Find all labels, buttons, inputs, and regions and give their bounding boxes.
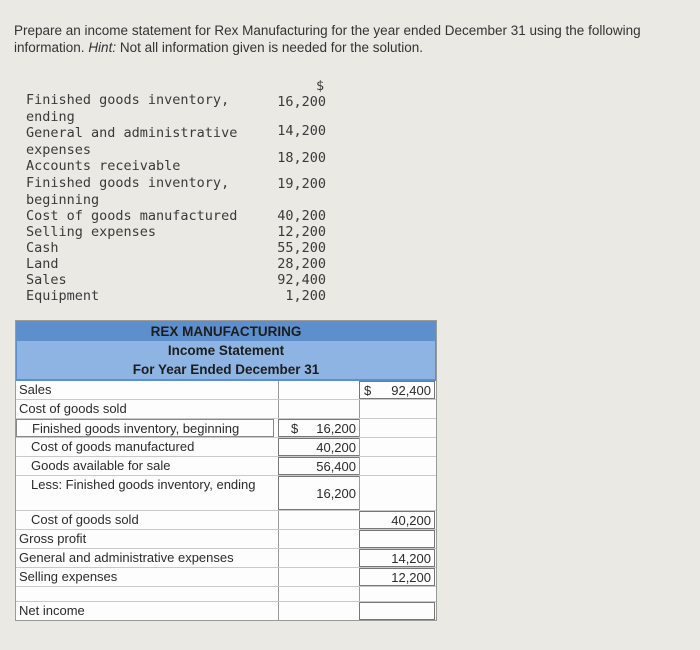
given-row (26, 272, 336, 288)
amount-cell-right[interactable] (359, 476, 435, 510)
amount-cell-mid[interactable] (278, 587, 360, 601)
company-name: REX MANUFACTURING (17, 322, 435, 341)
given-value: 12,200 (277, 224, 326, 240)
label-cell[interactable] (16, 587, 266, 601)
label-cell[interactable]: Goods available for sale (31, 458, 171, 473)
row-less-fg-ending (16, 476, 436, 511)
given-value: 92,400 (277, 272, 326, 288)
amount-cell-mid[interactable] (278, 530, 360, 548)
given-value: 40,200 (277, 208, 326, 224)
label-cell[interactable]: Cost of goods sold (31, 512, 139, 527)
given-information-table (26, 80, 336, 304)
row-cogs-header (16, 400, 436, 419)
amount-cell-mid[interactable] (278, 400, 360, 418)
given-currency: $ (316, 78, 325, 94)
amount-cell-mid[interactable] (278, 568, 360, 586)
amount-cell-mid[interactable] (278, 602, 360, 620)
given-value: 14,200 (277, 123, 326, 139)
label-cell[interactable]: Finished goods inventory, beginning (16, 419, 274, 437)
amount-cell-mid[interactable] (278, 438, 360, 456)
amount-cell-right[interactable] (359, 530, 435, 548)
sales-value: 92,400 (391, 383, 431, 398)
row-net-income (16, 602, 436, 620)
amount-cell-right[interactable] (359, 381, 435, 399)
label-cell[interactable]: Cost of goods manufactured (31, 439, 195, 454)
row-ga-expenses (16, 549, 436, 568)
label-cell[interactable]: Cost of goods sold (19, 401, 127, 416)
given-value: 55,200 (277, 240, 326, 256)
given-label: Accounts receivable (26, 158, 181, 174)
label-cell[interactable]: Net income (19, 603, 85, 618)
currency-sign: $ (291, 421, 299, 436)
given-value: 19,200 (277, 176, 326, 192)
less-fg-end-value: 16,200 (316, 486, 356, 501)
label-cell[interactable]: General and administrative expenses (19, 550, 234, 565)
amount-cell-mid[interactable] (278, 511, 360, 529)
currency-sign: $ (364, 383, 372, 398)
row-cogm (16, 438, 436, 457)
amount-cell-mid[interactable] (278, 457, 360, 475)
hint-text: Not all information given is needed for the solution. (119, 40, 424, 55)
given-value: 28,200 (277, 256, 326, 272)
given-value: 1,200 (285, 288, 326, 304)
amount-cell-right[interactable] (359, 400, 435, 418)
amount-cell-mid[interactable] (278, 419, 360, 437)
cogs-value: 40,200 (391, 513, 431, 528)
row-blank (16, 587, 436, 602)
given-label: Land (26, 256, 59, 272)
statement-title: Income Statement (17, 341, 435, 360)
given-label: Finished goods inventory, ending (26, 92, 230, 125)
statement-period: For Year Ended December 31 (17, 360, 435, 379)
ga-value: 14,200 (391, 551, 431, 566)
given-row (26, 224, 336, 240)
given-row (26, 208, 336, 224)
given-value: 16,200 (277, 94, 326, 110)
label-cell[interactable]: Gross profit (19, 531, 87, 546)
given-label: Cash (26, 240, 59, 256)
selling-value: 12,200 (391, 570, 431, 585)
given-row (26, 150, 336, 175)
row-cogs (16, 511, 436, 530)
row-fg-beginning (16, 419, 436, 438)
row-sales (16, 381, 436, 400)
problem-prompt (14, 22, 700, 56)
prompt-text: Prepare an income statement for Rex Manufacturing for the year ended December 31 using the following information. (14, 23, 641, 55)
given-row (26, 175, 336, 208)
amount-cell-mid[interactable] (278, 549, 360, 567)
given-label: Selling expenses (26, 224, 157, 240)
label-cell[interactable]: Less: Finished goods inventory, ending (31, 477, 256, 492)
given-label: Sales (26, 272, 67, 288)
amount-cell-right[interactable] (359, 419, 435, 437)
given-row (26, 256, 336, 272)
row-gross-profit (16, 530, 436, 549)
amount-cell-right[interactable] (359, 457, 435, 475)
available-value: 56,400 (316, 459, 356, 474)
given-label: Finished goods inventory, beginning (26, 175, 230, 208)
label-cell[interactable]: Sales (19, 382, 52, 397)
amount-cell-right[interactable] (359, 549, 435, 567)
given-row (26, 92, 336, 125)
row-selling-expenses (16, 568, 436, 587)
amount-cell-mid[interactable] (278, 476, 360, 510)
given-label: General and administrative expenses (26, 125, 238, 158)
fg-begin-value: 16,200 (316, 421, 356, 436)
given-row (26, 288, 336, 304)
cogm-value: 40,200 (316, 440, 356, 455)
label-cell[interactable]: Selling expenses (19, 569, 118, 584)
amount-cell-right[interactable] (359, 568, 435, 586)
given-value: 18,200 (277, 150, 326, 166)
statement-header (16, 321, 436, 381)
given-label: Cost of goods manufactured (26, 208, 238, 224)
amount-cell-mid[interactable] (278, 381, 360, 399)
hint-label: Hint: (88, 40, 117, 55)
amount-cell-right[interactable] (359, 438, 435, 456)
given-row (26, 240, 336, 256)
amount-cell-right[interactable] (359, 511, 435, 529)
row-goods-available (16, 457, 436, 476)
amount-cell-right[interactable] (359, 587, 435, 601)
amount-cell-right[interactable] (359, 602, 435, 620)
income-statement-worksheet (15, 320, 437, 621)
given-label: Equipment (26, 288, 100, 304)
